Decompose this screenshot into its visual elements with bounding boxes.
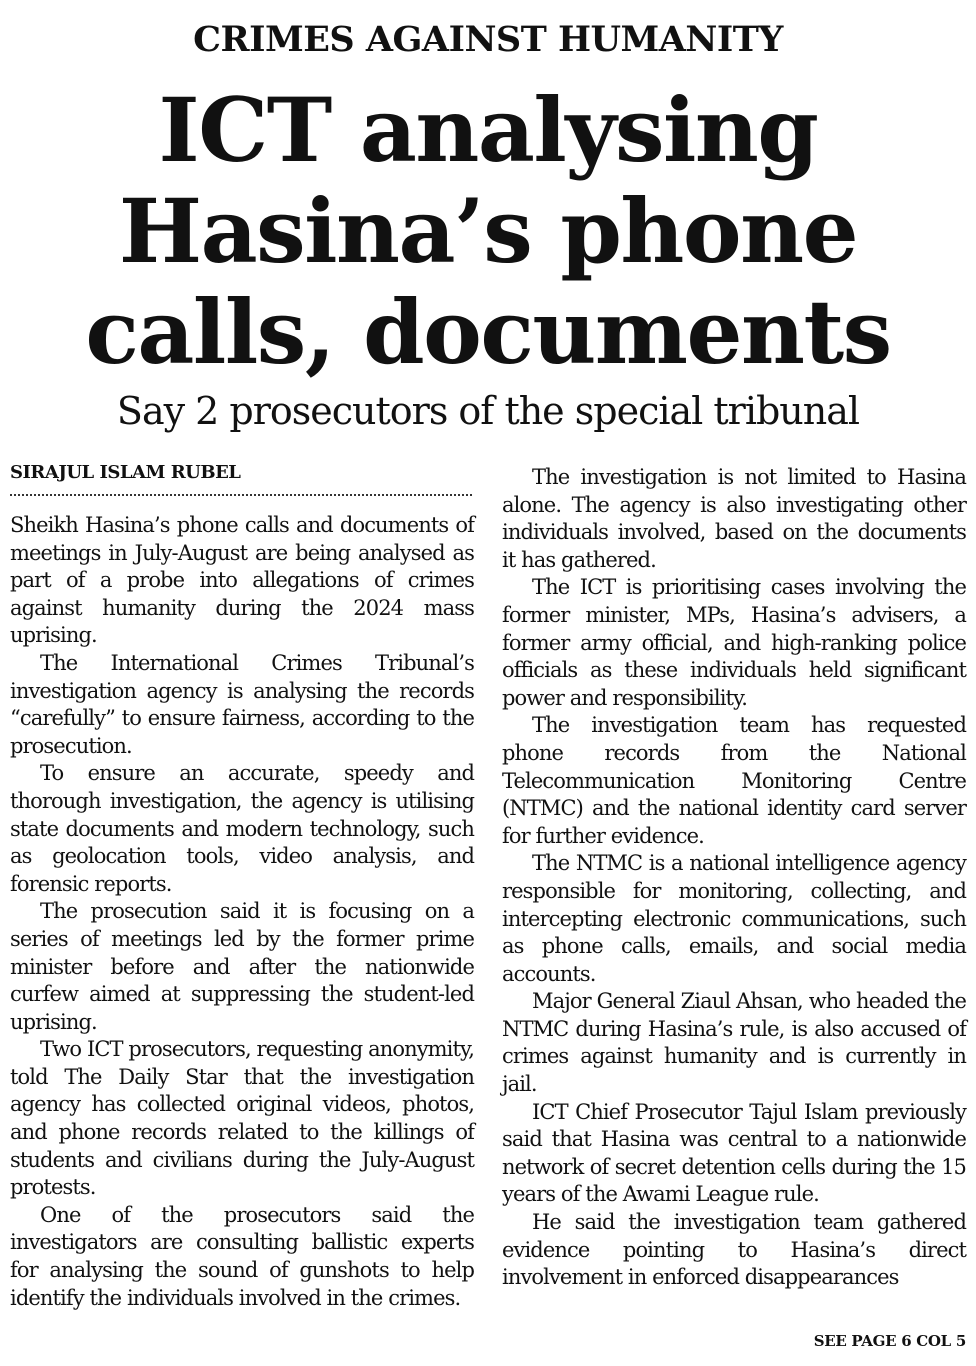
article-paragraph: The investigation team has requested phone records from the National Telecommunication Monitoring Centre (NTMC) and the national identity card server for further evidence. <box>502 713 966 848</box>
headline-line: ICT analysing <box>158 78 818 182</box>
article-column-left <box>10 512 474 1312</box>
headline-line: Hasina’s phone <box>118 179 858 283</box>
article-paragraph: ICT Chief Prosecutor Tajul Islam previously said that Hasina was central to a nationwide network of secret detention cells during the 15 years of the Awami League rule. <box>502 1099 966 1207</box>
article-paragraph: The ICT is prioritising cases involving the former minister, MPs, Hasina’s advisers, a former army official, and high-ranking police officials as these individuals held significant power and responsibility. <box>502 575 966 710</box>
article-paragraph: The NTMC is a national intelligence agency responsible for monitoring, collecting, and intercepting electronic communications, such as phone calls, emails, and social media accounts. <box>502 851 966 986</box>
headline-line: calls, documents <box>85 280 891 384</box>
article-paragraph: The investigation is not limited to Hasina alone. The agency is also investigating other individuals involved, based on the documents it has gathered. <box>502 465 966 572</box>
headline <box>0 80 976 383</box>
subheadline: Say 2 prosecutors of the special tribunal <box>116 389 860 433</box>
article-paragraph: Sheikh Hasina’s phone calls and documents of meetings in July-August are being analysed as part of a probe into allegations of crimes against humanity during the 2024 mass uprising. <box>10 513 474 648</box>
article-paragraph: One of the prosecutors said the investigators are consulting ballistic experts for analysing the sound of gunshots to help identify the individuals involved in the crimes. <box>10 1202 474 1310</box>
section-kicker: CRIMES AGAINST HUMANITY <box>193 19 783 60</box>
byline: SIRAJUL ISLAM RUBEL <box>10 460 472 496</box>
article-paragraph: Two ICT prosecutors, requesting anonymity, told The Daily Star that the investigation agency has collected original videos, photos, and phone records related to the killings of students and civilians during the July-August protests. <box>10 1037 474 1200</box>
article-paragraph: The International Crimes Tribunal’s investigation agency is analysing the records “carefully” to ensure fairness, according to the prosecution. <box>10 650 474 758</box>
article-paragraph: To ensure an accurate, speedy and thorough investigation, the agency is utilising state documents and modern technology, such as geolocation tools, video analysis, and forensic reports. <box>10 761 474 896</box>
article-paragraph: Major General Ziaul Ahsan, who headed the NTMC during Hasina’s rule, is also accused of crimes against humanity and is currently in jail. <box>502 989 966 1097</box>
article-paragraph: He said the investigation team gathered evidence pointing to Hasina’s direct involvement in enforced disappearances <box>502 1210 966 1290</box>
article-paragraph: The prosecution said it is focusing on a series of meetings led by the former prime minister before and after the nationwide curfew aimed at suppressing the student-led uprising. <box>10 899 474 1034</box>
continuation-line: SEE PAGE 6 COL 5 <box>813 1332 966 1350</box>
article-column-right <box>502 464 966 1292</box>
